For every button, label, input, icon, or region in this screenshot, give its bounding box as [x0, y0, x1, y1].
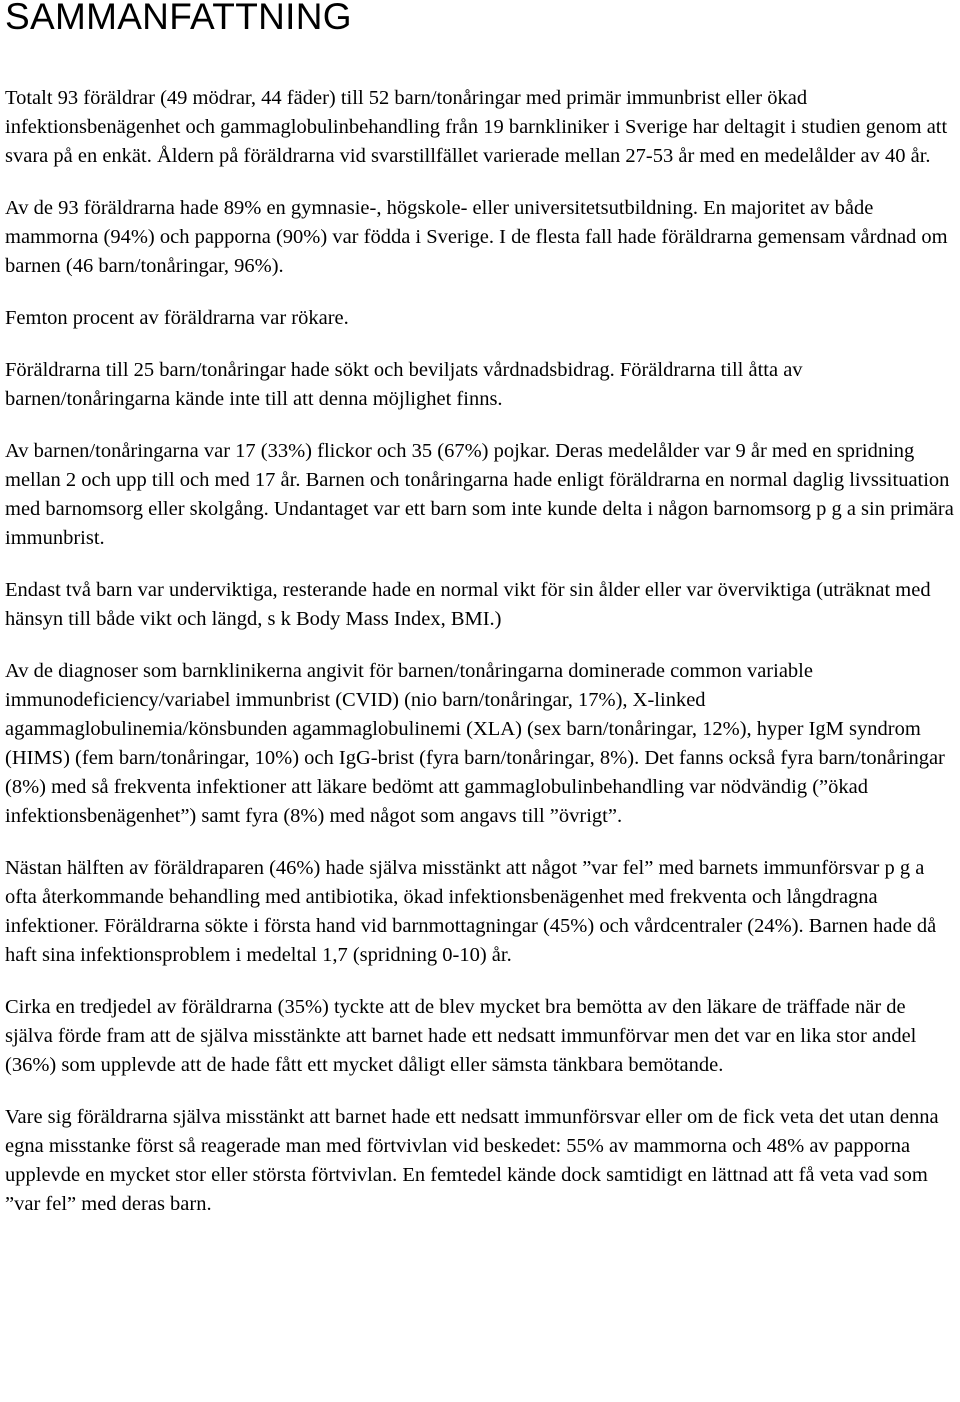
page-title: SAMMANFATTNING	[5, 0, 352, 37]
paragraph-education: Av de 93 föräldrarna hade 89% en gymnasie-, högskole- eller universitetsutbildning. En majoritet av både mammorna (94%) och papporna (90%) var födda i Sverige. I de flesta fall hade föräldrarna gemensam vårdnad om barnen (46 barn/tonåringar, 96%).	[5, 197, 948, 277]
paragraph-suspicion: Nästan hälften av föräldraparen (46%) hade själva misstänkt att något ”var fel” med barnets immunförsvar p g a ofta återkommande behandling med antibiotika, ökad infektionsbenägenhet med frekventa och långdragna infektioner. Föräldrarna sökte i första hand vid barnmottagningar (45%) och vårdcentraler (24%). Barnen hade då haft sina infektionsproblem i medeltal 1,7 (spridning 0-10) år.	[5, 857, 937, 966]
paragraph-children: Av barnen/tonåringarna var 17 (33%) flickor och 35 (67%) pojkar. Deras medelålder var 9 år med en spridning mellan 2 och upp till och med 17 år. Barnen och tonåringarna hade enligt föräldrarna en normal daglig livssituation med barnomsorg eller skolgång. Undantaget var ett barn som inte kunde delta i någon barnomsorg p g a sin primära immunbrist.	[5, 440, 954, 549]
paragraph-smokers: Femton procent av föräldrarna var rökare.	[5, 307, 349, 329]
paragraph-treatment-reception: Cirka en tredjedel av föräldrarna (35%) tyckte att de blev mycket bra bemötta av den läkare de träffade när de själva förde fram att de själva misstänkte att barnet hade ett nedsatt immunförvar men det var en lika stor andel (36%) som upplevde att de hade fått ett mycket dåligt eller sämsta tänkbara bemötande.	[5, 996, 917, 1076]
paragraph-care-allowance: Föräldrarna till 25 barn/tonåringar hade sökt och beviljats vårdnadsbidrag. Föräldrarna till åtta av barnen/tonåringarna kände inte till att denna möjlighet finns.	[5, 359, 803, 410]
paragraph-reaction: Vare sig föräldrarna själva misstänkt att barnet hade ett nedsatt immunförsvar eller om de fick veta det utan denna egna misstanke först så reagerade man med förtvivlan vid beskedet: 55% av mammorna och 48% av papporna upplevde en mycket stor eller största förtvivlan. En femtedel kände dock samtidigt en lättnad att få veta vad som ”var fel” med deras barn.	[5, 1106, 939, 1215]
paragraph-participants: Totalt 93 föräldrar (49 mödrar, 44 fäder) till 52 barn/tonåringar med primär immunbrist eller ökad infektionsbenägenhet och gammaglobulinbehandling från 19 barnkliniker i Sverige har deltagit i studien genom att svara på en enkät. Åldern på föräldrarna vid svarstillfället varierade mellan 27-53 år med en medelålder av 40 år.	[5, 87, 948, 167]
paragraph-bmi: Endast två barn var underviktiga, resterande hade en normal vikt för sin ålder eller var överviktiga (uträknat med hänsyn till både vikt och längd, s k Body Mass Index, BMI.)	[5, 579, 931, 630]
paragraph-diagnoses: Av de diagnoser som barnklinikerna angivit för barnen/tonåringarna dominerade common variable immunodeficiency/variabel immunbrist (CVID) (nio barn/tonåringar, 17%), X-linked agammaglobulinemia/könsbunden agammaglobulinemi (XLA) (sex barn/tonåringar, 12%), hyper IgM syndrom (HIMS) (fem barn/tonåringar, 10%) och IgG-brist (fyra barn/tonåringar, 8%). Det fanns också fyra barn/tonåringar (8%) med så frekventa infektioner att läkare bedömt att gammaglobulinbehandling var nödvändig (”ökad infektionsbenägenhet”) samt fyra (8%) med något som angavs till ”övrigt”.	[5, 660, 945, 827]
document-page	[5, 0, 957, 1219]
